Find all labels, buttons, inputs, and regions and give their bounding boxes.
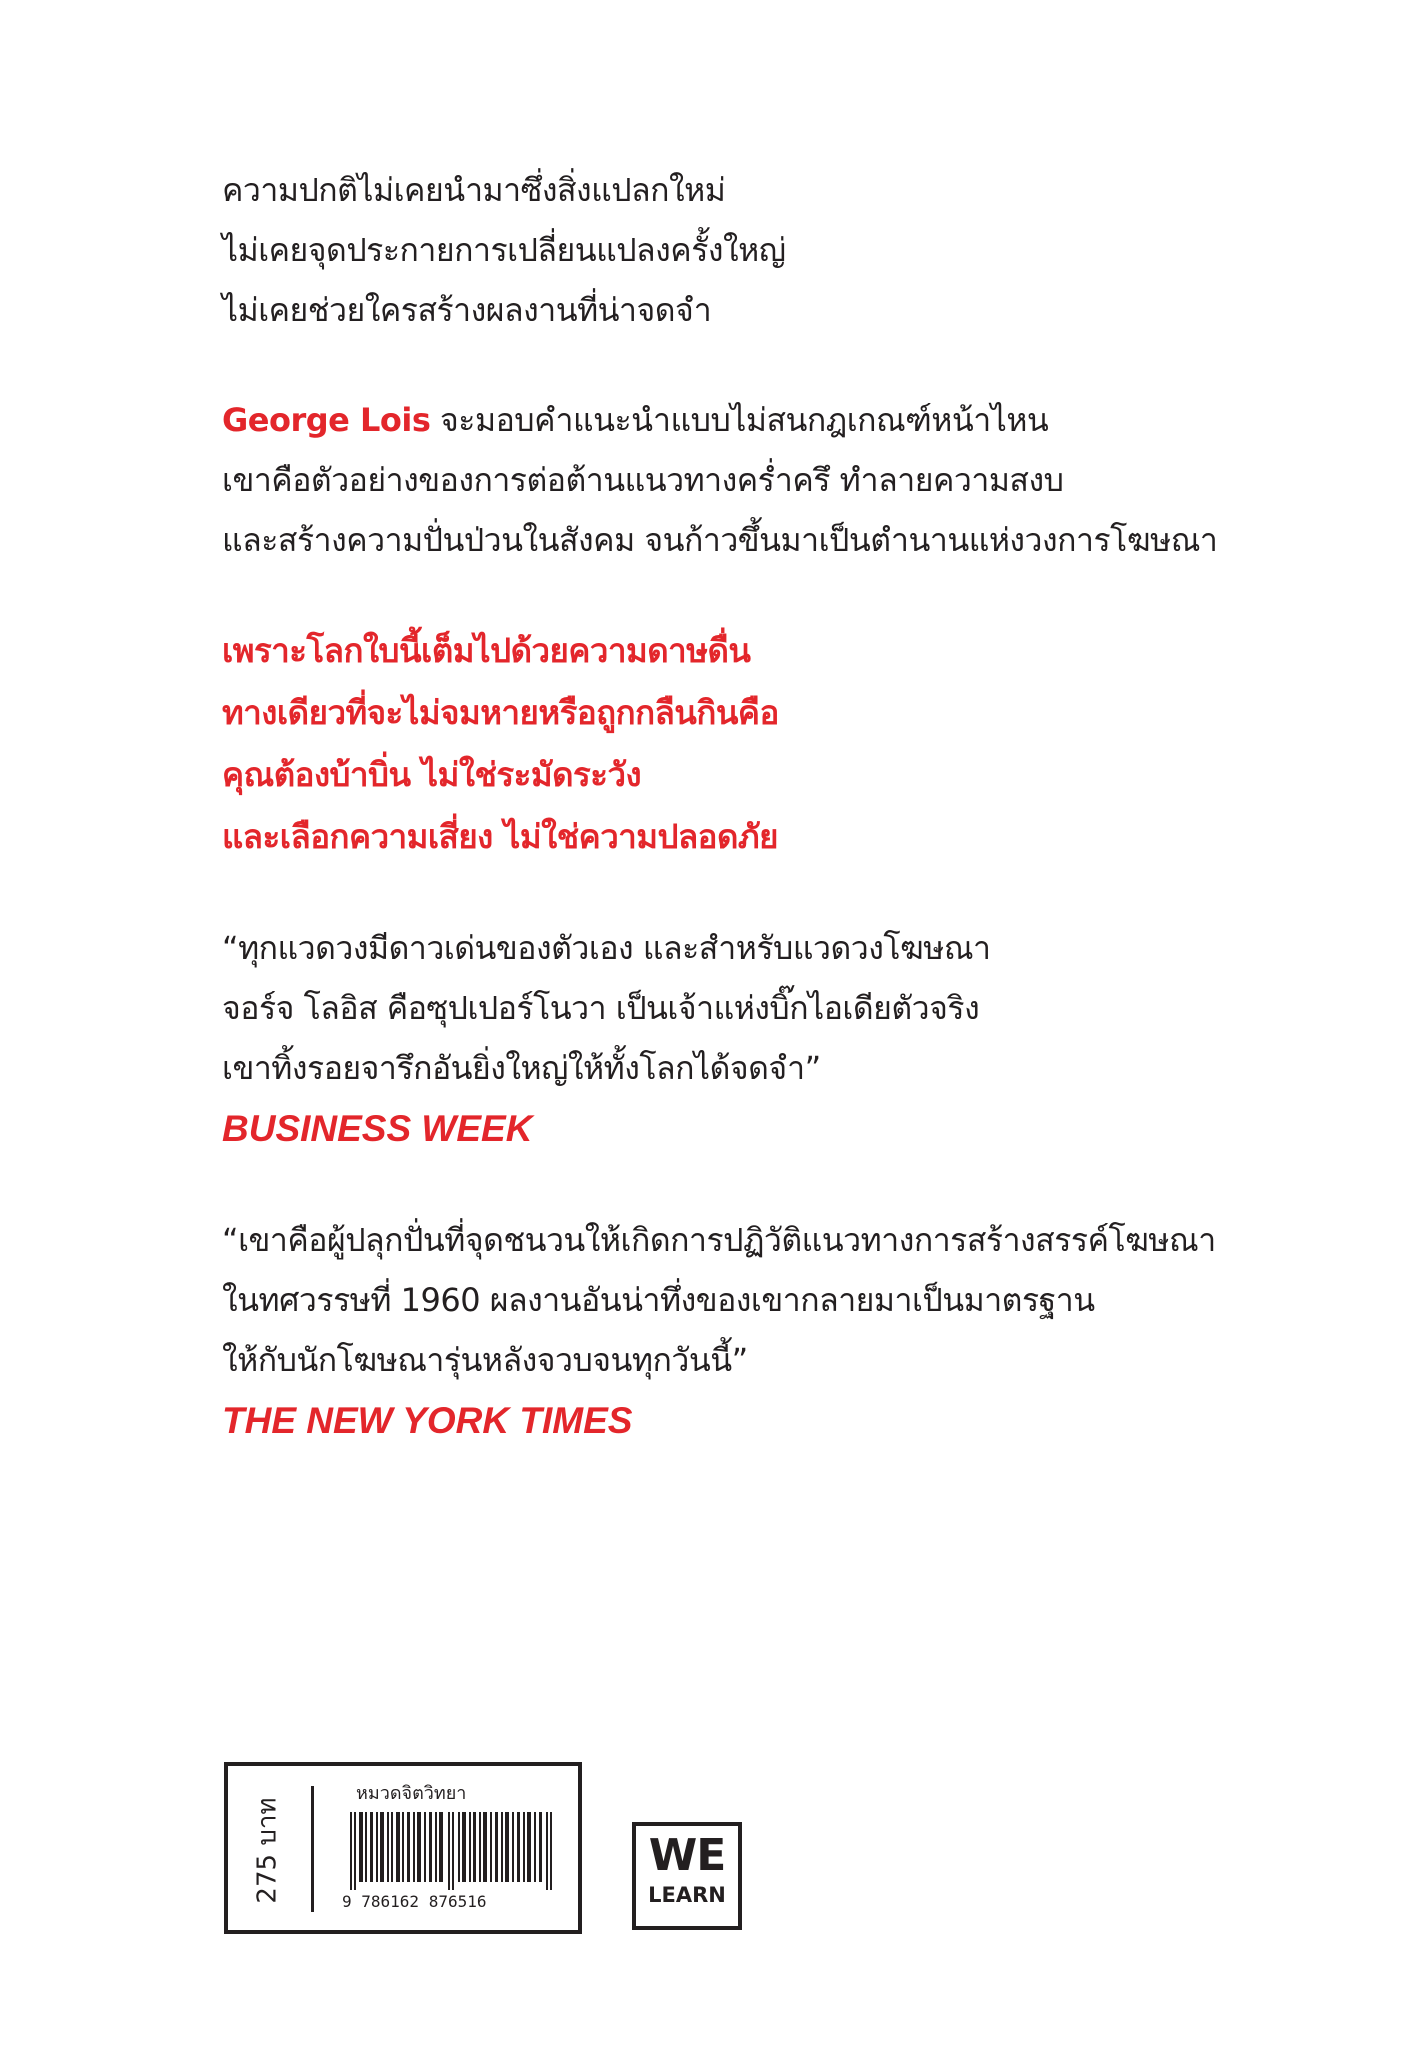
- callout-line: ทางเดียวที่จะไม่จมหายหรือถูกกลืนกินคือ: [222, 693, 779, 732]
- author-line: [222, 390, 1282, 450]
- intro-line: ไม่เคยช่วยใครสร้างผลงานที่น่าจดจำ: [222, 291, 712, 329]
- quote-line: “เขาคือผู้ปลุกปั่นที่จุดชนวนให้เกิดการปฏิวัติแนวทางการสร้างสรรค์โฆษณา: [222, 1221, 1216, 1259]
- callout-paragraph: [222, 620, 1282, 868]
- quote-line: “ทุกแวดวงมีดาวเด่นของตัวเอง และสำหรับแวดวงโฆษณา: [222, 929, 991, 967]
- author-name: George Lois: [222, 401, 431, 439]
- quote-line: จอร์จ โลอิส คือซุปเปอร์โนวา เป็นเจ้าแห่งบิ๊กไอเดียตัวจริง: [222, 989, 980, 1027]
- intro-line: ความปกติไม่เคยนำมาซึ่งสิ่งแปลกใหม่: [222, 171, 726, 209]
- logo-line-2: LEARN: [648, 1883, 726, 1907]
- we-learn-logo: [632, 1822, 742, 1930]
- intro-paragraph: [222, 160, 1282, 340]
- author-line-rest: จะมอบคำแนะนำแบบไม่สนกฎเกณฑ์หน้าไหน: [430, 401, 1049, 439]
- isbn-digits: 9 786162 876516: [342, 1892, 487, 1911]
- quote-new-york-times: [222, 1210, 1282, 1452]
- quote-source: BUSINESS WEEK: [222, 1108, 533, 1149]
- author-line: เขาคือตัวอย่างของการต่อต้านแนวทางคร่ำครึ ทำลายความสงบ: [222, 461, 1064, 499]
- divider: [311, 1786, 314, 1912]
- logo-line-1: WE: [648, 1830, 726, 1881]
- quote-line: เขาทิ้งรอยจารึกอันยิ่งใหญ่ให้ทั้งโลกได้จดจำ”: [222, 1049, 821, 1087]
- author-line: และสร้างความปั่นป่วนในสังคม จนก้าวขึ้นมาเป็นตำนานแห่งวงการโฆษณา: [222, 521, 1218, 559]
- price-barcode-box: [224, 1762, 582, 1934]
- author-paragraph: [222, 390, 1282, 570]
- price-label: 275 บาท: [252, 1796, 283, 1904]
- callout-line: คุณต้องบ้าบิ่น ไม่ใช่ระมัดระวัง: [222, 755, 642, 794]
- back-cover-text: [222, 160, 1282, 1502]
- price-label-wrap: [250, 1790, 284, 1910]
- quote-line: ในทศวรรษที่ 1960 ผลงานอันน่าทึ่งของเขากลายมาเป็นมาตรฐาน: [222, 1281, 1095, 1319]
- quote-line: ให้กับนักโฆษณารุ่นหลังจวบจนทุกวันนี้”: [222, 1341, 748, 1379]
- quote-business-week: [222, 918, 1282, 1160]
- intro-line: ไม่เคยจุดประกายการเปลี่ยนแปลงครั้งใหญ่: [222, 231, 786, 269]
- quote-source: THE NEW YORK TIMES: [222, 1400, 633, 1441]
- callout-line: และเลือกความเสี่ยง ไม่ใช่ความปลอดภัย: [222, 817, 779, 856]
- barcode-icon: [342, 1812, 564, 1890]
- callout-line: เพราะโลกใบนี้เต็มไปด้วยความดาษดื่น: [222, 631, 751, 670]
- category-label: หมวดจิตวิทยา: [356, 1783, 467, 1804]
